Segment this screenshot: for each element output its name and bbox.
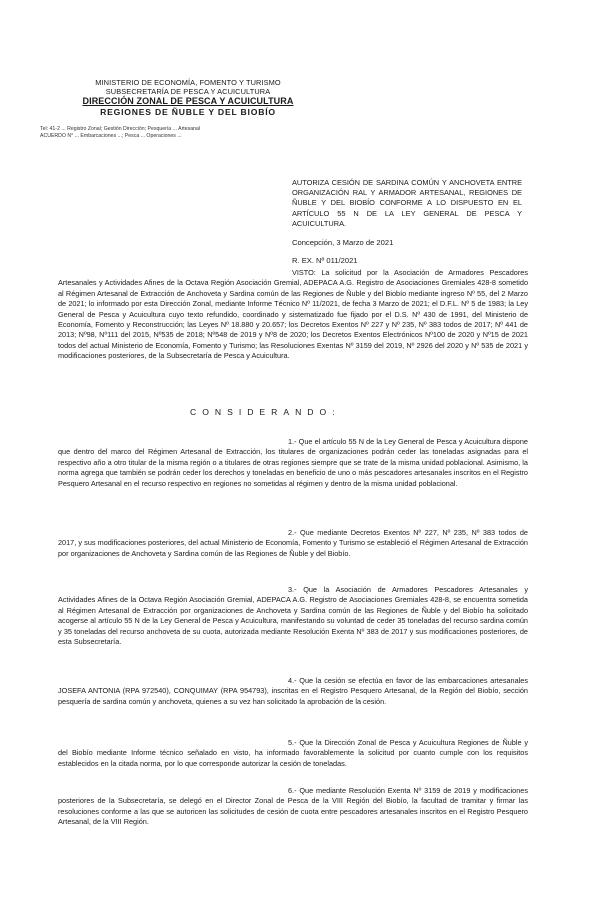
- considerando-heading: CONSIDERANDO:: [190, 407, 341, 417]
- institution-header: [58, 78, 318, 118]
- considerando-paragraph-5: 5.- Que la Dirección Zonal de Pesca y Acuicultura Regiones de Ñuble y del Biobío mediante Informe técnico señalado en visto, ha informado favorablemente la solicitud por cuanto cumple con los requisitos establecidos en la citada norma, por lo que corresponde autorizar la cesión de toneladas.: [58, 738, 528, 768]
- considerando-paragraph-2: 2.- Que mediante Decretos Exentos Nº 227, Nº 235, Nº 383 todos de 2017, y sus modificaciones posteriores, del actual Ministerio de Economía, Fomento y Turismo se estableció el Régimen Artesanal de Extracción por organizaciones de Anchoveta y Sardina común de las Regiones de Ñuble y del Biobío.: [58, 528, 528, 558]
- contact-line-1: Tel: 41-2 ... Registro Zonal; Gestión Dirección; Pesquería ... Artesanal: [40, 126, 201, 132]
- contact-line-2: ACUERDO N° ... Embarcaciones ...; Pesca ... Operaciones ...: [40, 133, 182, 139]
- ministry-name: MINISTERIO DE ECONOMÍA, FOMENTO Y TURISMO: [95, 78, 281, 87]
- considerando-paragraph-3: 3.- Que la Asociación de Armadores Pescadores Artesanales y Actividades Afines de la Octava Región Asociación Gremial, ADEPACA A.G. Registro de Asociaciones Gremiales 428-8, se encuentra sometida al Régimen Artesanal de Extracción por organizaciones de Anchoveta y Sardina común de las Regiones de Ñuble y del Biobío ha solicitado acogerse al artículo 55 N de la Ley General de Pesca y Acuicultura, manifestando su voluntad de ceder 35 toneladas del recurso sardina común y 35 toneladas del recurso anchoveta de su cuota, autorizada mediante Resolución Exenta Nº 383 de 2017 y sus modificaciones posteriores, de esta Subsecretaría.: [58, 585, 528, 647]
- contact-info: [40, 126, 320, 140]
- resolution-number: R. EX. Nº 011/2021: [292, 256, 358, 265]
- resolution-title: AUTORIZA CESIÓN DE SARDINA COMÚN Y ANCHOVETA ENTRE ORGANIZACIÓN RAL Y ARMADOR ARTESANAL, REGIONES DE ÑUBLE Y DEL BIOBÍO CONFORME A LO DISPUESTO EN EL ARTÍCULO 55 N DE LA LEY GENERAL DE PESCA Y ACUICULTURA.: [292, 178, 522, 228]
- directorate-name: DIRECCIÓN ZONAL DE PESCA Y ACUICULTURA: [82, 96, 294, 106]
- considerando-paragraph-6: 6.- Que mediante Resolución Exenta Nº 3159 de 2019 y modificaciones posteriores de la Subsecretaría, se delegó en el Director Zonal de Pesca de la VIII Región del Biobío, la facultad de tramitar y firmar las resoluciones conforme a las que se autoricen las solicitudes de cesión de cuota entre pescadores artesanales inscritos en el Registro Pesquero Artesanal, de la VIII Región.: [58, 786, 528, 827]
- considerando-paragraph-4: 4.- Que la cesión se efectúa en favor de las embarcaciones artesanales JOSEFA ANTONIA (RPA 972540), CONQUIMAY (RPA 954793), inscritas en el Registro Pesquero Artesanal, de la Región del Biobío, sección pesquería de sardina común y anchoveta, quienes a su vez han solicitado la aprobación de la cesión.: [58, 676, 528, 706]
- considerando-paragraph-1: 1.- Que el artículo 55 N de la Ley General de Pesca y Acuicultura dispone que dentro del marco del Régimen Artesanal de Extracción, los titulares de organizaciones podrán ceder las toneladas asignadas para el respectivo año a otro titular de la misma región o a titulares de otras regiones siempre que se trate de la misma unidad poblacional. Asimismo, la norma agrega que también se podrán ceder los derechos y toneladas en beneficio de uno o más pescadores artesanales inscritos en el Registro Pesquero Artesanal en el recurso respectivo en regiones no sometidas al régimen y dentro de la misma unidad poblacional.: [58, 437, 528, 488]
- visto-paragraph: VISTO: La solicitud por la Asociación de Armadores Pescadores Artesanales y Actividades Afines de la Octava Región Asociación Gremial, ADEPACA A.G. Registro de Asociaciones Gremiales 428-8 sometido al Régimen Artesanal de Extracción de Anchoveta y Sardina común de las Regiones de Ñuble y del Biobío mediante ingreso Nº 55, del 2 Marzo de 2021; lo informado por esta Dirección Zonal, mediante Informe Técnico Nº 11/2021, de fecha 3 Marzo de 2021; el D.F.L. Nº 5 de 1983; la Ley General de Pesca y Acuicultura cuyo texto refundido, coordinado y sistematizado fue fijado por el D.S. Nº 430 de 1991, del Ministerio de Economía, Fomento y Reconstrucción; las Leyes Nº 18.880 y 20.657; los Decretos Exentos Nº 227 y Nº 235, Nº 383 todos de 2017; Nº 441 de 2013; Nº98, Nº111 del 2015, Nº535 de 2018; Nº548 de 2019 y Nº8 de 2020; los Decretos Exentos Electrónicos Nº100 de 2020 y Nº15 de 2021 todos del actual Ministerio de Economía, Fomento y Turismo; las Resoluciones Exentas Nº 3159 del 2019, Nº 2926 del 2020 y Nº 535 de 2021 y modificaciones posteriores, de la Subsecretaría de Pesca y Acuicultura.: [58, 268, 528, 361]
- document-date: Concepción, 3 Marzo de 2021: [292, 238, 394, 247]
- regions-name: REGIONES DE ÑUBLE Y DEL BIOBÍO: [100, 107, 276, 117]
- undersecretariat-name: SUBSECRETARÍA DE PESCA Y ACUICULTURA: [105, 87, 271, 96]
